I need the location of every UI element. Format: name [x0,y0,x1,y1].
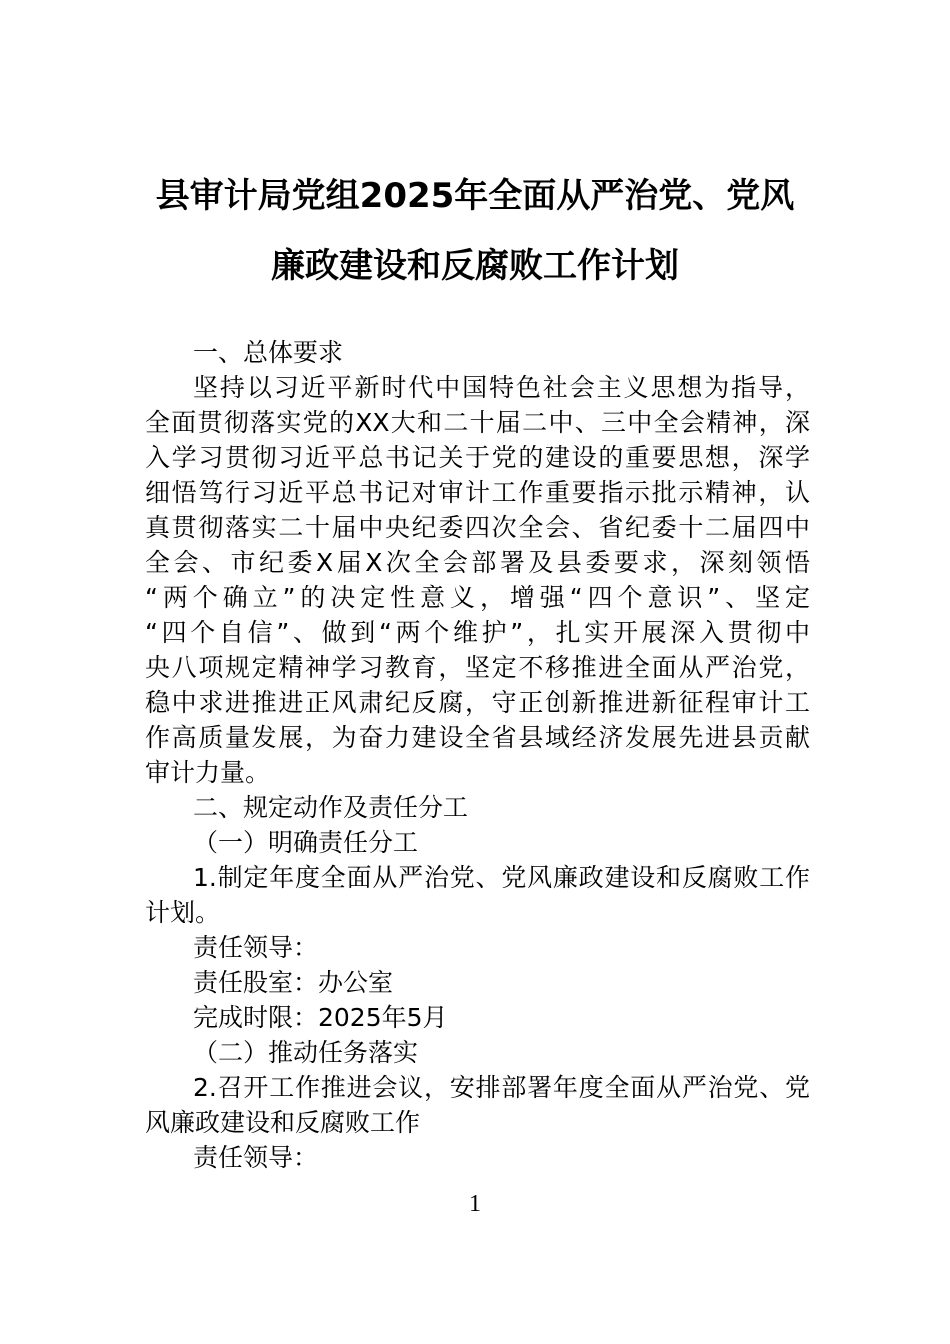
document-title-line-2: 廉政建设和反腐败工作计划 [271,246,679,286]
item-1-text: 1.制定年度全面从严治党、党风廉政建设和反腐败工作 [193,863,810,892]
body-line: 全面贯彻落实党的XX大和二十届二中、三中全会精神，深 [145,408,810,437]
body-line: 作高质量发展，为奋力建设全省县域经济发展先进县贡献 [145,723,810,752]
document-title-line-1: 县审计局党组2025年全面从严治党、党风 [155,176,795,216]
item-1-text-continued: 计划。 [145,898,221,927]
item-2-text-continued: 风廉政建设和反腐败工作 [145,1108,421,1137]
body-line: 审计力量。 [145,758,271,787]
subsection-heading-responsibility: （一）明确责任分工 [193,828,419,857]
item-1-leader: 责任领导： [193,933,319,962]
section-heading-overall-requirements: 一、总体要求 [193,338,344,367]
body-line: “两个确立”的决定性意义，增强“四个意识”、坚定 [145,583,810,612]
item-2-text: 2.召开工作推进会议，安排部署年度全面从严治党、党 [193,1073,810,1102]
body-line: 入学习贯彻习近平总书记关于党的建设的重要思想，深学 [145,443,810,472]
body-line: 稳中求进推进正风肃纪反腐，守正创新推进新征程审计工 [145,688,810,717]
body-line: 真贯彻落实二十届中央纪委四次全会、省纪委十二届四中 [145,513,810,542]
item-1-department: 责任股室：办公室 [193,968,394,997]
subsection-heading-implementation: （二）推动任务落实 [193,1038,419,1067]
body-line: 坚持以习近平新时代中国特色社会主义思想为指导， [193,373,810,402]
section-heading-tasks: 二、规定动作及责任分工 [193,793,469,822]
body-line: 央八项规定精神学习教育，坚定不移推进全面从严治党， [145,653,810,682]
body-line: 全会、市纪委X届X次全会部署及县委要求，深刻领悟 [145,548,810,577]
body-line: 细悟笃行习近平总书记对审计工作重要指示批示精神，认 [145,478,810,507]
body-line: “四个自信”、做到“两个维护”，扎实开展深入贯彻中 [145,618,810,647]
item-2-leader: 责任领导： [193,1143,319,1172]
page-number: 1 [469,1191,481,1217]
item-1-deadline: 完成时限：2025年5月 [193,1003,448,1032]
